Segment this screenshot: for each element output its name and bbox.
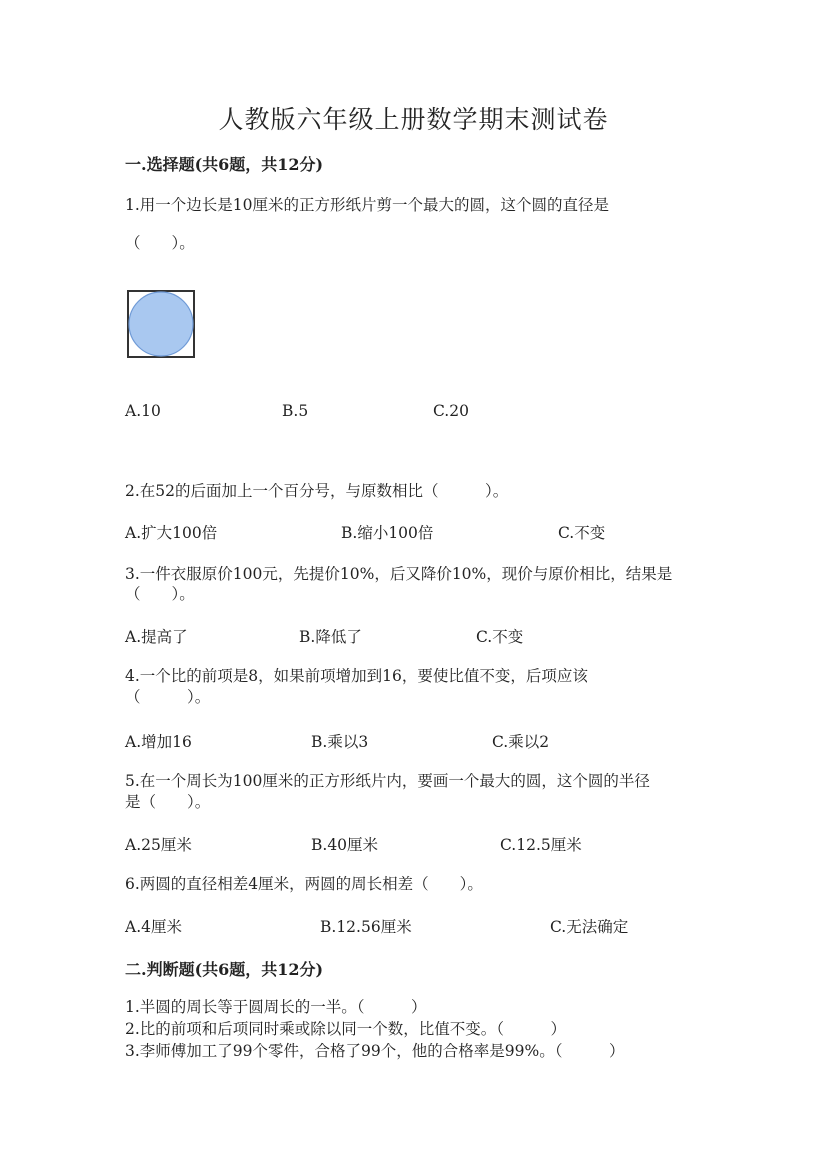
question-1-text: 1.用一个边长是10厘米的正方形纸片剪一个最大的圆，这个圆的直径是 bbox=[125, 196, 610, 214]
question-2-option-c[interactable]: C.不变 bbox=[558, 524, 606, 542]
square-circle-figure bbox=[127, 290, 195, 358]
question-3-option-b[interactable]: B.降低了 bbox=[299, 628, 362, 646]
question-2-option-a[interactable]: A.扩大100倍 bbox=[125, 524, 218, 542]
question-4-blank: （ ）。 bbox=[125, 688, 211, 706]
question-1-option-c[interactable]: C.20 bbox=[433, 402, 469, 420]
question-2-option-b[interactable]: B.缩小100倍 bbox=[341, 524, 434, 542]
question-5-option-c[interactable]: C.12.5厘米 bbox=[500, 836, 582, 854]
question-4-option-c[interactable]: C.乘以2 bbox=[492, 733, 550, 751]
question-3-blank: （ ）。 bbox=[125, 585, 195, 603]
judge-item-3: 3.李师傅加工了99个零件，合格了99个，他的合格率是99%。（ ） bbox=[125, 1042, 625, 1060]
judge-item-2: 2.比的前项和后项同时乘或除以同一个数，比值不变。（ ） bbox=[125, 1020, 567, 1038]
question-5-option-b[interactable]: B.40厘米 bbox=[311, 836, 379, 854]
question-6-text: 6.两圆的直径相差4厘米，两圆的周长相差（ ）。 bbox=[125, 875, 483, 893]
question-1-blank: （ ）。 bbox=[125, 234, 195, 252]
question-2-text: 2.在52的后面加上一个百分号，与原数相比（ ）。 bbox=[125, 482, 509, 500]
question-6-option-a[interactable]: A.4厘米 bbox=[125, 918, 182, 936]
judge-item-1: 1.半圆的周长等于圆周长的一半。（ ） bbox=[125, 998, 427, 1016]
question-5-option-a[interactable]: A.25厘米 bbox=[125, 836, 192, 854]
page-title: 人教版六年级上册数学期末测试卷 bbox=[218, 105, 609, 134]
question-3-option-c[interactable]: C.不变 bbox=[476, 628, 524, 646]
section-heading-choice: 一.选择题(共6题，共12分) bbox=[125, 155, 324, 174]
question-5-text: 5.在一个周长为100厘米的正方形纸片内，要画一个最大的圆，这个圆的半径 bbox=[125, 772, 650, 790]
question-3-text: 3.一件衣服原价100元，先提价10%，后又降价10%，现价与原价相比，结果是 bbox=[125, 565, 673, 583]
question-1-option-b[interactable]: B.5 bbox=[282, 402, 309, 420]
question-3-option-a[interactable]: A.提高了 bbox=[125, 628, 188, 646]
question-1-option-a[interactable]: A.10 bbox=[125, 402, 161, 420]
question-4-text: 4.一个比的前项是8，如果前项增加到16，要使比值不变，后项应该 bbox=[125, 667, 588, 685]
question-6-option-b[interactable]: B.12.56厘米 bbox=[320, 918, 412, 936]
inscribed-circle bbox=[129, 292, 193, 356]
question-4-option-b[interactable]: B.乘以3 bbox=[311, 733, 369, 751]
question-6-option-c[interactable]: C.无法确定 bbox=[550, 918, 629, 936]
question-4-option-a[interactable]: A.增加16 bbox=[125, 733, 192, 751]
question-5-blank: 是（ ）。 bbox=[125, 793, 211, 811]
section-heading-judge: 二.判断题(共6题，共12分) bbox=[125, 960, 324, 979]
